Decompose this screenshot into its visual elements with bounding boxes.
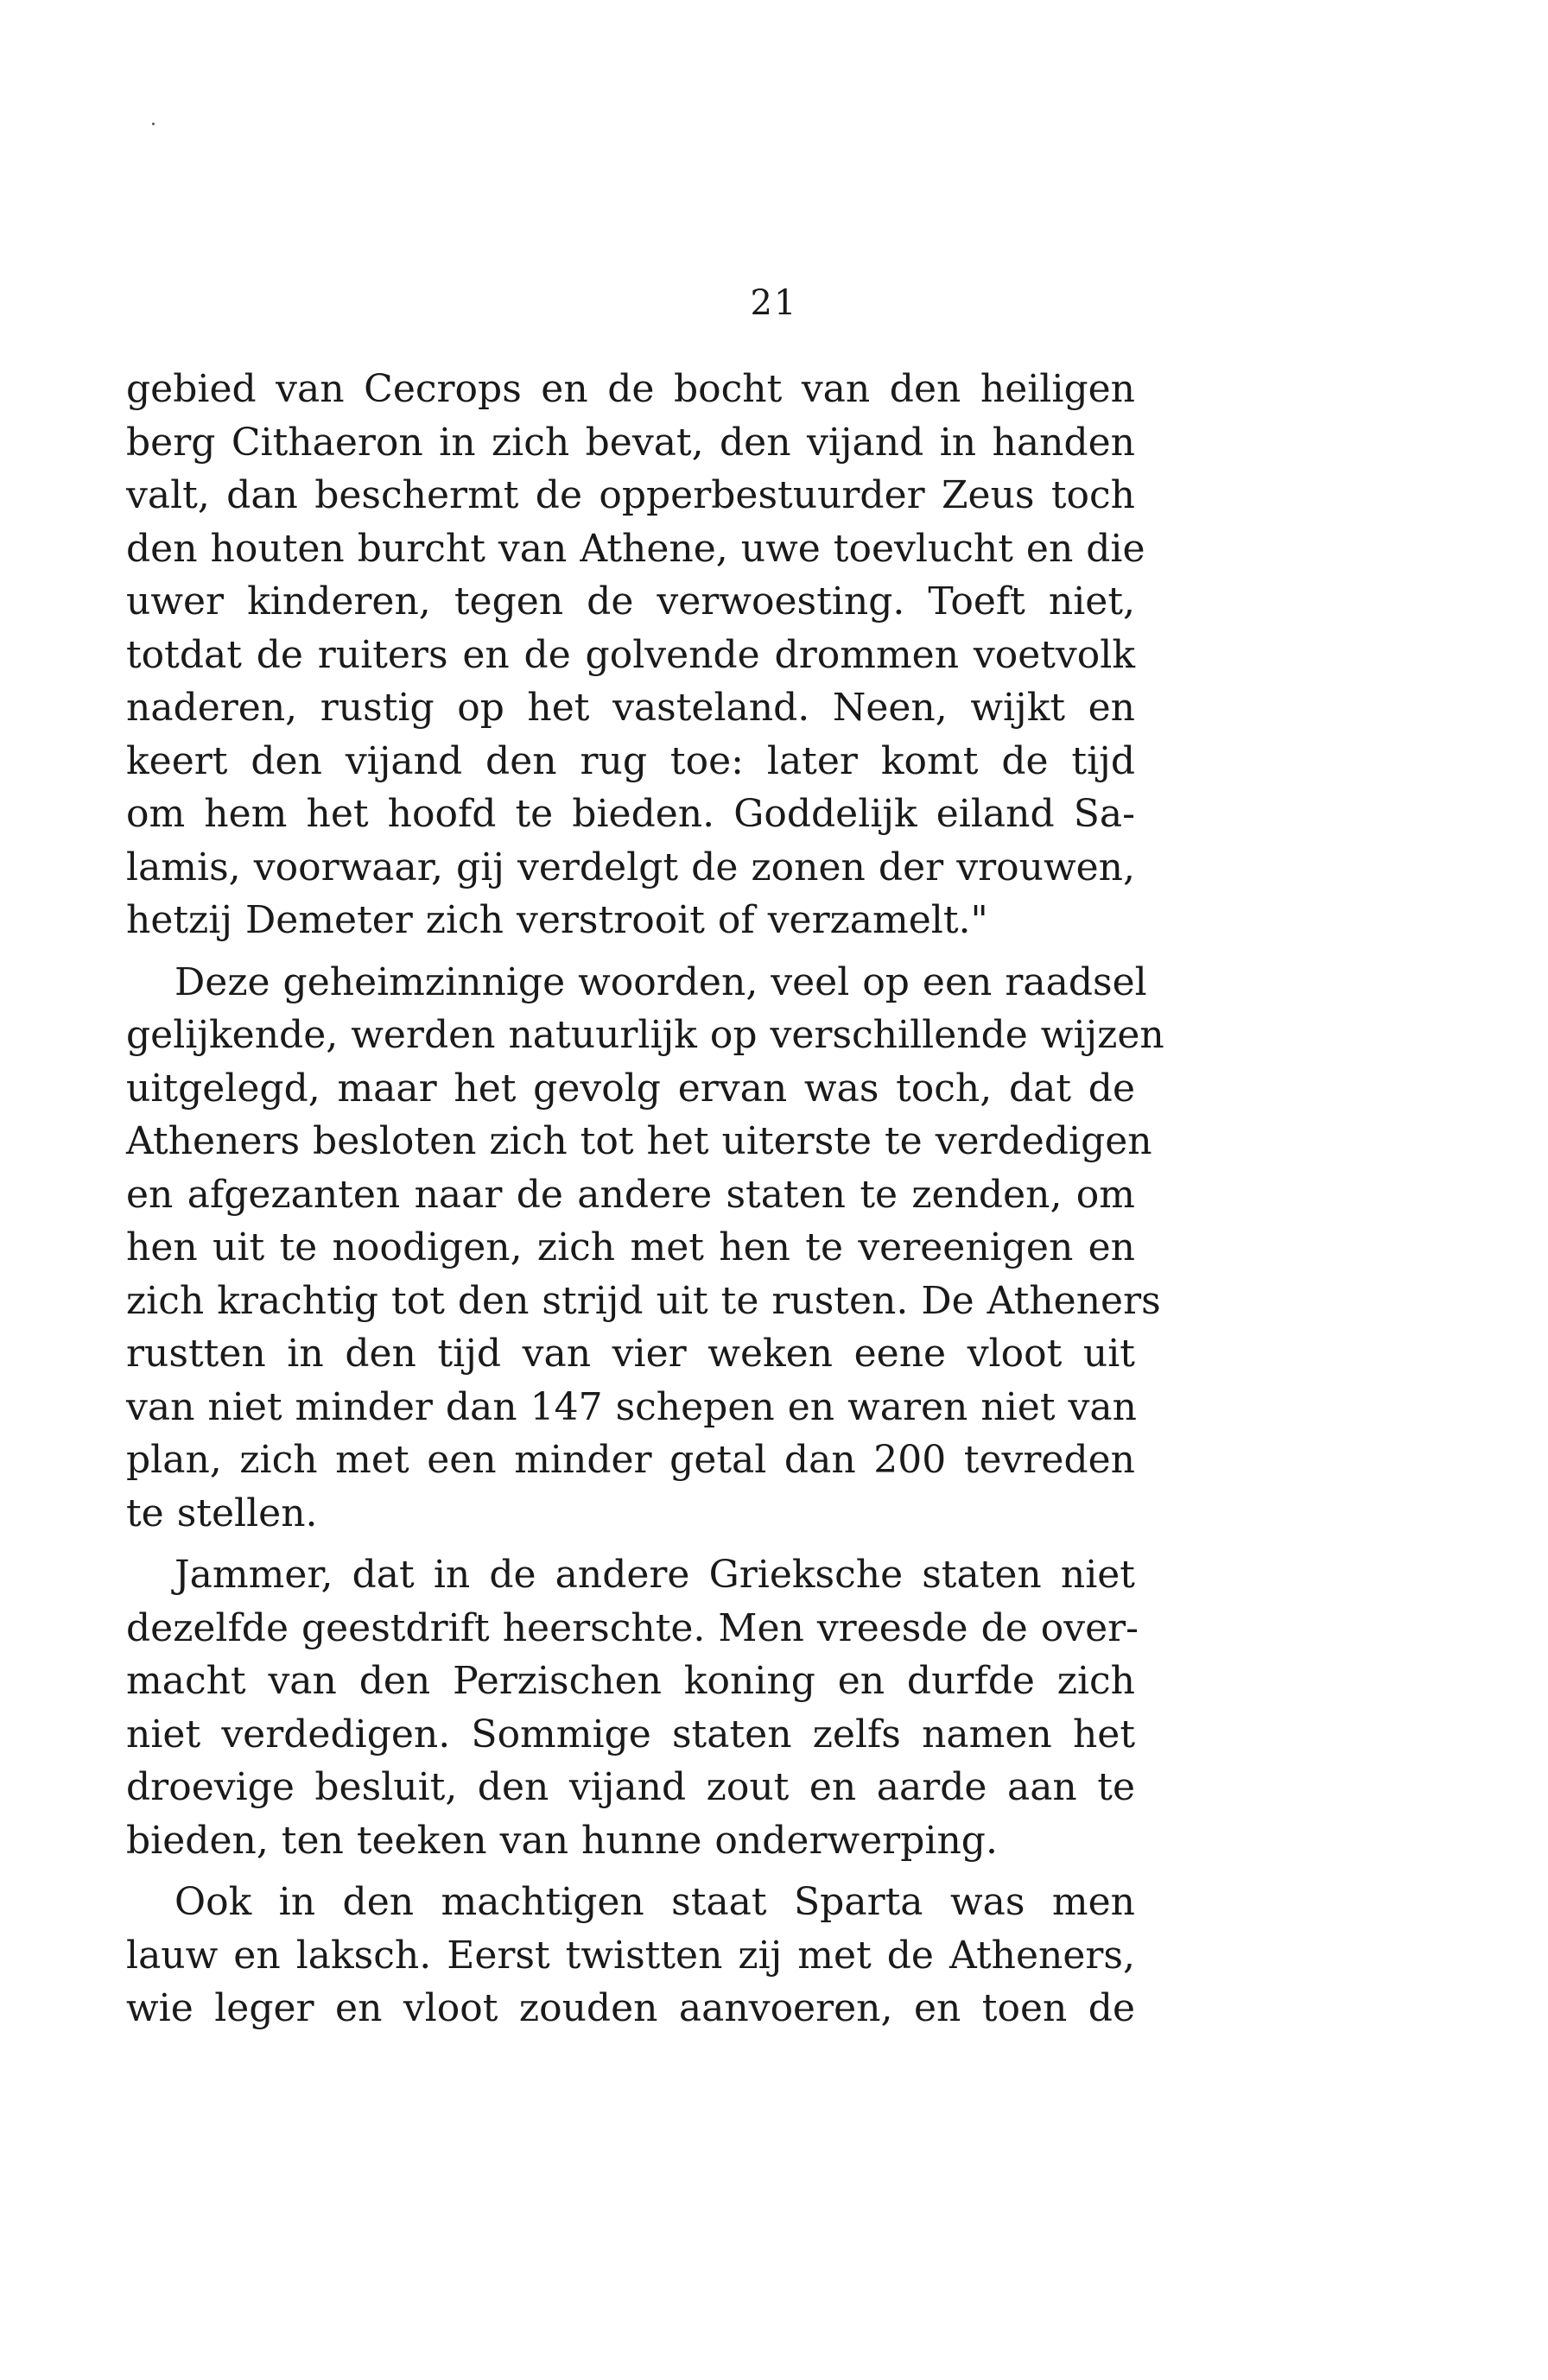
page-number: 21: [750, 283, 798, 323]
text-line: hetzij Demeter zich verstrooit of verzamelt.": [126, 898, 988, 942]
text-line: plan, zich met een minder getal dan 200 tevreden: [126, 1438, 1135, 1482]
text-line: Jammer, dat in de andere Grieksche staten niet: [174, 1553, 1135, 1597]
paragraph-4: [126, 1876, 1135, 2035]
text-line: uitgelegd, maar het gevolg ervan was toch, dat de: [126, 1066, 1135, 1111]
text-line: dezelfde geestdrift heerschte. Men vreesde de over-: [126, 1605, 1139, 1650]
text-line: hen uit te noodigen, zich met hen te vereenigen en: [126, 1225, 1135, 1269]
text-line: niet verdedigen. Sommige staten zelfs namen het: [126, 1712, 1135, 1757]
text-line: Deze geheimzinnige woorden, veel op een raadsel: [174, 959, 1147, 1004]
paragraph-2: [126, 956, 1164, 1541]
text-line: Atheners besloten zich tot het uiterste te verdedigen: [126, 1119, 1152, 1163]
text-line: en afgezanten naar de andere staten te zenden, om: [126, 1172, 1135, 1217]
text-line: keert den vijand den rug toe: later komt de tijd: [126, 738, 1135, 783]
body-text: [126, 363, 1164, 2035]
text-line: macht van den Perzischen koning en durfde zich: [126, 1659, 1135, 1703]
text-line: valt, dan beschermt de opperbestuurder Zeus toch: [126, 473, 1135, 517]
paragraph-3: [126, 1548, 1139, 1867]
text-line: gebied van Cecrops en de bocht van den heiligen: [126, 367, 1135, 411]
text-line: wie leger en vloot zouden aanvoeren, en toen de: [126, 1986, 1135, 2030]
text-line: den houten burcht van Athene, uwe toevlucht en die: [126, 526, 1145, 571]
text-line: uwer kinderen, tegen de verwoesting. Toeft niet,: [126, 579, 1135, 623]
text-line: rustten in den tijd van vier weken eene vloot uit: [126, 1332, 1135, 1376]
text-line: te stellen.: [126, 1491, 318, 1535]
text-line: lauw en laksch. Eerst twistten zij met de Atheners,: [126, 1933, 1135, 1978]
text-line: naderen, rustig op het vasteland. Neen, wijkt en: [126, 686, 1135, 730]
text-line: bieden, ten teeken van hunne onderwerping.: [126, 1818, 998, 1863]
text-line: lamis, voorwaar, gij verdelgt de zonen der vrouwen,: [126, 845, 1135, 889]
text-line: gelijkende, werden natuurlijk op verschillende wijzen: [126, 1013, 1164, 1057]
text-line: van niet minder dan 147 schepen en waren niet van: [126, 1384, 1137, 1429]
text-line: Ook in den machtigen staat Sparta was men: [174, 1880, 1135, 1924]
text-line: om hem het hoofd te bieden. Goddelijk eiland Sa-: [126, 792, 1135, 836]
text-line: berg Cithaeron in zich bevat, den vijand in handen: [126, 420, 1135, 465]
paper-speck: [152, 123, 155, 125]
text-line: droevige besluit, den vijand zout en aarde aan te: [126, 1765, 1135, 1809]
text-line: zich krachtig tot den strijd uit te rusten. De Atheners: [126, 1278, 1161, 1323]
paragraph-1: [126, 363, 1145, 947]
text-line: totdat de ruiters en de golvende drommen voetvolk: [126, 632, 1135, 677]
